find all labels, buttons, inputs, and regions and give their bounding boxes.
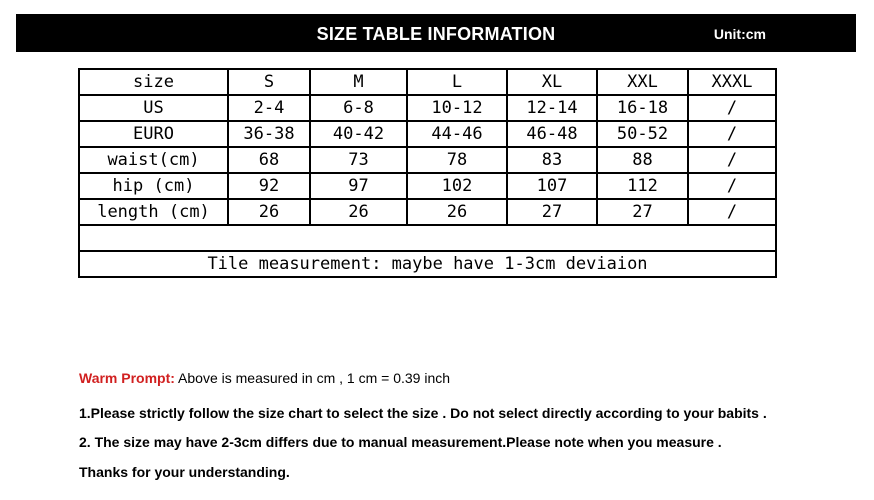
warm-prompt-label: Warm Prompt: [79, 370, 175, 386]
table-cell: 44-46 [407, 121, 507, 147]
row-label: length (cm) [79, 199, 228, 225]
table-cell: / [688, 173, 776, 199]
table-cell: 78 [407, 147, 507, 173]
table-cell: 97 [310, 173, 407, 199]
row-label: hip (cm) [79, 173, 228, 199]
table-cell: 83 [507, 147, 597, 173]
table-cell: 27 [507, 199, 597, 225]
table-cell: 10-12 [407, 95, 507, 121]
table-cell: 12-14 [507, 95, 597, 121]
row-label: waist(cm) [79, 147, 228, 173]
note-row [79, 251, 776, 277]
table-cell: / [688, 95, 776, 121]
banner-title: SIZE TABLE INFORMATION [316, 24, 556, 44]
header-cell: XXXL [688, 69, 776, 95]
table-cell: 27 [597, 199, 688, 225]
table-cell: 40-42 [310, 121, 407, 147]
table-row [79, 147, 776, 173]
table-cell: 107 [507, 173, 597, 199]
warm-prompt [79, 370, 450, 386]
table-cell: / [688, 199, 776, 225]
thanks-line: Thanks for your understanding. [79, 464, 290, 480]
table-cell: 2-4 [228, 95, 310, 121]
row-label: EURO [79, 121, 228, 147]
header-cell: S [228, 69, 310, 95]
table-cell: 26 [228, 199, 310, 225]
instruction-line-2: 2. The size may have 2-3cm differs due to manual measurement.Please note when you measure . [79, 434, 722, 450]
table-cell: 46-48 [507, 121, 597, 147]
size-table [78, 68, 777, 278]
table-cell: / [688, 121, 776, 147]
table-cell: 92 [228, 173, 310, 199]
header-cell: M [310, 69, 407, 95]
unit-label: Unit:cm [713, 26, 766, 42]
table-cell: 26 [407, 199, 507, 225]
header-cell: size [79, 69, 228, 95]
table-row [79, 95, 776, 121]
table-row [79, 199, 776, 225]
table-cell: 112 [597, 173, 688, 199]
empty-row [79, 225, 776, 251]
empty-cell [79, 225, 776, 251]
table-cell: 68 [228, 147, 310, 173]
table-row [79, 121, 776, 147]
header-banner [16, 14, 856, 52]
table-cell: 102 [407, 173, 507, 199]
table-header-row [79, 69, 776, 95]
table-cell: 36-38 [228, 121, 310, 147]
table-cell: 6-8 [310, 95, 407, 121]
table-cell: 73 [310, 147, 407, 173]
header-cell: XXL [597, 69, 688, 95]
row-label: US [79, 95, 228, 121]
table-cell: 88 [597, 147, 688, 173]
table-cell: 16-18 [597, 95, 688, 121]
table-row [79, 173, 776, 199]
measurement-note: Tile measurement: maybe have 1-3cm deviaion [79, 251, 776, 277]
table-cell: / [688, 147, 776, 173]
warm-prompt-text: Above is measured in cm , 1 cm = 0.39 inch [174, 370, 451, 386]
header-cell: XL [507, 69, 597, 95]
header-cell: L [407, 69, 507, 95]
table-cell: 50-52 [597, 121, 688, 147]
table-cell: 26 [310, 199, 407, 225]
instruction-line-1: 1.Please strictly follow the size chart to select the size . Do not select directly according to your babits . [79, 405, 767, 421]
